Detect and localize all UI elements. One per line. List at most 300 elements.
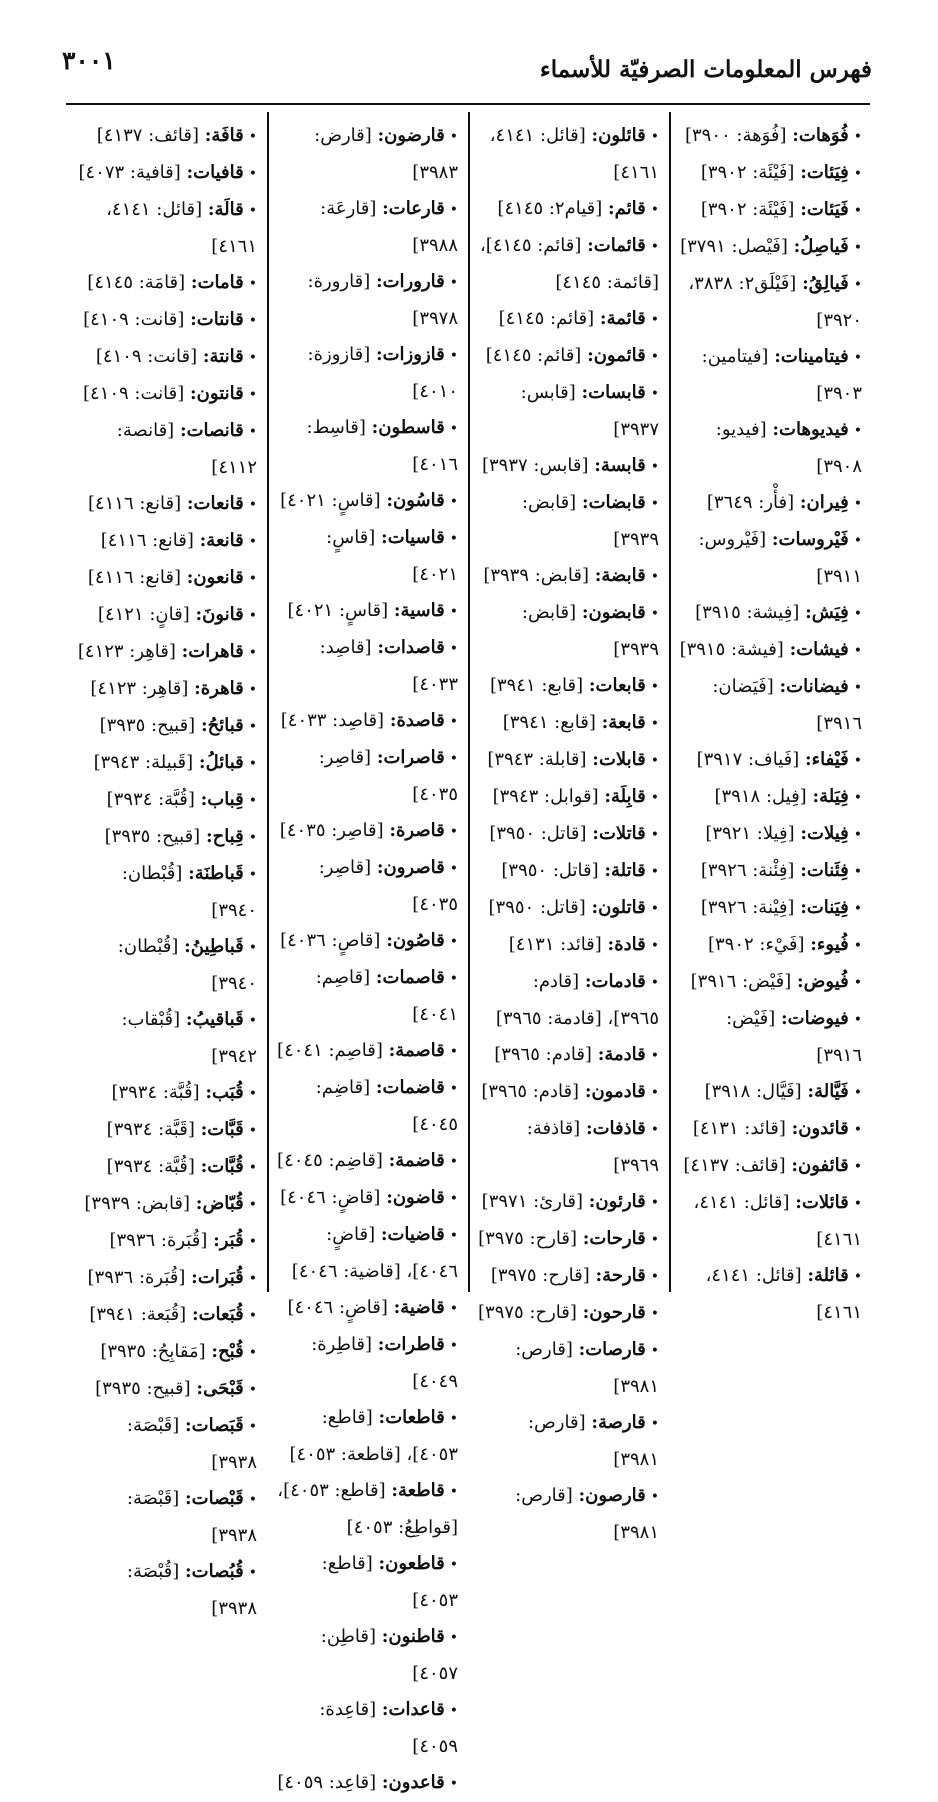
bullet-icon: •: [248, 276, 257, 292]
index-entry: [76, 1112, 257, 1149]
index-entry: [76, 819, 257, 856]
entry-headword: قُبّاض:: [195, 1193, 244, 1214]
entry-reference: [قاصِد: ٤٠٣٣]: [280, 710, 385, 731]
bullet-icon: •: [853, 277, 862, 293]
index-entry: [76, 929, 257, 1002]
bullet-icon: •: [650, 386, 659, 402]
entry-headword: فَيْفاء:: [805, 749, 849, 770]
entry-headword: قامات:: [190, 272, 244, 293]
entry-reference: [قارعَة: ٣٩٨٨]: [320, 198, 458, 256]
index-entry: [76, 192, 257, 265]
index-entry: [478, 595, 659, 668]
index-entry: [478, 927, 659, 964]
index-entry: [277, 1546, 458, 1619]
index-entry: [478, 1478, 659, 1551]
entry-reference: [قائد: ٤١٣١]: [692, 1118, 786, 1139]
entry-headword: فَيَئات:: [800, 199, 849, 220]
index-entry: [478, 816, 659, 853]
bullet-icon: •: [248, 129, 257, 145]
entry-headword: قاعدات:: [381, 1699, 445, 1720]
bullet-icon: •: [449, 934, 458, 950]
bullet-icon: •: [853, 1159, 862, 1175]
index-entry: [679, 669, 862, 742]
bullet-icon: •: [248, 1419, 257, 1435]
index-entry: [277, 1290, 458, 1327]
bullet-icon: •: [449, 1484, 458, 1500]
entry-headword: فيديوهات:: [772, 419, 849, 440]
entry-headword: قاذفات:: [585, 1118, 646, 1139]
entry-reference: [قابض: ٣٩٣٩]: [84, 1193, 191, 1214]
entry-headword: قَباقيبُ:: [185, 1009, 244, 1030]
bullet-icon: •: [853, 533, 862, 549]
index-entry: [478, 1221, 659, 1258]
bullet-icon: •: [449, 531, 458, 547]
index-entry: [277, 850, 458, 923]
entry-headword: فَيَّالة:: [807, 1081, 849, 1102]
entry-headword: قاضون:: [386, 1187, 445, 1208]
index-entry: [679, 1148, 862, 1185]
entry-reference: [قاطِن: ٤٠٥٧]: [320, 1626, 458, 1684]
entry-reference: [فَيْض: ٣٩١٦]: [690, 971, 792, 992]
index-entry: [679, 1111, 862, 1148]
bullet-icon: •: [650, 1122, 659, 1138]
entry-headword: قانعات:: [186, 493, 244, 514]
entry-reference: [قاطع: ٤٠٥٣]، [قواطِعُ: ٤٠٥٣]: [277, 1480, 458, 1538]
index-entry: [277, 1400, 458, 1473]
entry-headword: قائمون:: [587, 345, 646, 366]
entry-reference: [قارص: ٣٩٨١]: [515, 1339, 659, 1397]
entry-reference: [قاتل: ٣٩٥٠]: [501, 860, 599, 881]
entry-headword: فَيالِقُ:: [802, 273, 849, 294]
index-entry: [277, 1143, 458, 1180]
entry-headword: قاطنون:: [381, 1626, 445, 1647]
entry-reference: [فيتامين: ٣٩٠٣]: [701, 346, 862, 404]
bullet-icon: •: [248, 313, 257, 329]
index-entry: [76, 1481, 257, 1554]
bullet-icon: •: [853, 606, 862, 622]
index-entry: [679, 1185, 862, 1258]
entry-reference: [قاذفة: ٣٩٦٩]: [526, 1118, 659, 1176]
entry-headword: قاصمات:: [375, 967, 445, 988]
bullet-icon: •: [248, 645, 257, 661]
index-entry: [478, 558, 659, 595]
entry-headword: قَباطنَة:: [188, 863, 244, 884]
entry-reference: [فَيْروس: ٣٩١١]: [698, 529, 862, 587]
index-entry: [76, 1371, 257, 1408]
entry-reference: [قائل: ٤١٤١، ٤١٦١]: [106, 199, 257, 257]
index-entry: [277, 410, 458, 483]
entry-reference: [قاصِم: ٤٠٤١]: [315, 967, 458, 1025]
entry-reference: [قوابل: ٣٩٤٣]: [492, 786, 599, 807]
entry-headword: قارصات:: [578, 1339, 646, 1360]
entry-headword: قاضية:: [393, 1297, 445, 1318]
entry-reference: [قُبَرة: ٣٩٣٦]: [109, 1230, 208, 1251]
index-entry: [76, 1260, 257, 1297]
entry-reference: [قاضِم: ٤٠٤٥]: [277, 1150, 383, 1171]
entry-headword: فِيَش:: [805, 602, 849, 623]
bullet-icon: •: [248, 1013, 257, 1029]
bullet-icon: •: [853, 901, 862, 917]
entry-headword: فيشات:: [789, 639, 849, 660]
entry-reference: [قُبَرة: ٣٩٣٦]: [87, 1267, 186, 1288]
bullet-icon: •: [248, 1271, 257, 1287]
index-entry: [478, 779, 659, 816]
bullet-icon: •: [248, 1565, 257, 1581]
entry-reference: [قائل: ٤١٤١، ٤١٦١]: [489, 125, 659, 183]
index-entry: [478, 705, 659, 742]
index-entry: [76, 856, 257, 929]
bullet-icon: •: [449, 1154, 458, 1170]
entry-reference: [قاهِر: ٤١٢٣]: [90, 678, 189, 699]
entry-reference: [قَبْصَة: ٣٩٣٨]: [126, 1415, 257, 1473]
index-column: [68, 112, 269, 1619]
bullet-icon: •: [449, 751, 458, 767]
entry-headword: قارحة:: [595, 1265, 646, 1286]
bullet-icon: •: [248, 166, 257, 182]
index-entry: [679, 853, 862, 890]
entry-headword: قاطعة:: [391, 1480, 445, 1501]
entry-headword: قاضمة:: [388, 1150, 445, 1171]
entry-reference: [فَياف: ٣٩١٧]: [696, 749, 800, 770]
bullet-icon: •: [650, 606, 659, 622]
entry-reference: [قانع: ٤١١٦]: [100, 530, 194, 551]
index-entry: [679, 118, 862, 155]
entry-headword: قاهرات:: [181, 641, 244, 662]
entry-reference: [قابع: ٣٩٤١]: [502, 712, 596, 733]
index-entry: [277, 520, 458, 593]
bullet-icon: •: [248, 719, 257, 735]
bullet-icon: •: [650, 790, 659, 806]
entry-reference: [فيشة: ٣٩١٥]: [679, 639, 784, 660]
index-entry: [478, 228, 659, 301]
bullet-icon: •: [248, 1382, 257, 1398]
bullet-icon: •: [449, 604, 458, 620]
index-entry: [478, 1332, 659, 1405]
entry-headword: قاطرات:: [377, 1334, 445, 1355]
index-entry: [76, 597, 257, 634]
entry-reference: [فَيْض: ٣٩١٦]: [726, 1008, 862, 1066]
index-entry: [679, 1001, 862, 1074]
index-entry: [679, 192, 862, 229]
index-entry: [76, 1186, 257, 1223]
entry-headword: قاصدة:: [389, 710, 445, 731]
entry-reference: [فَيْصل: ٣٧٩١]: [680, 236, 788, 257]
bullet-icon: •: [248, 424, 257, 440]
entry-headword: قَبْحَى:: [196, 1378, 244, 1399]
entry-headword: قائفون:: [791, 1155, 849, 1176]
index-entry: [277, 264, 458, 337]
entry-headword: فِئَنات:: [800, 860, 849, 881]
entry-reference: [قاصِر: ٤٠٣٥]: [279, 820, 384, 841]
entry-headword: قانتات:: [190, 309, 244, 330]
bullet-icon: •: [853, 680, 862, 696]
bullet-icon: •: [853, 496, 862, 512]
index-entry: [277, 1765, 458, 1802]
entry-reference: [قازوزة: ٤٠١٠]: [307, 344, 458, 402]
bullet-icon: •: [650, 202, 659, 218]
entry-reference: [قاسٍ: ٤٠٢١]: [280, 490, 381, 511]
index-entry: [478, 964, 659, 1037]
entry-reference: [قاضٍ: ٤٠٤٦]: [280, 1187, 381, 1208]
bullet-icon: •: [248, 350, 257, 366]
bullet-icon: •: [853, 975, 862, 991]
entry-headword: قانتة:: [202, 346, 244, 367]
index-entry: [679, 632, 862, 669]
entry-reference: [قاصِر: ٤٠٣٥]: [318, 747, 458, 805]
entry-reference: [قارح: ٣٩٧٥]: [478, 1302, 577, 1323]
index-entry: [277, 1033, 458, 1070]
bullet-icon: •: [449, 641, 458, 657]
entry-reference: [فِيل: ٣٩١٨]: [714, 786, 807, 807]
entry-reference: [قُبَّة: ٣٩٣٤]: [106, 1156, 195, 1177]
entry-reference: [قاطع: ٤٠٥٣]: [321, 1553, 458, 1611]
bullet-icon: •: [650, 1048, 659, 1064]
entry-headword: قارصة:: [591, 1412, 646, 1433]
bullet-icon: •: [853, 1196, 862, 1212]
entry-reference: [قاسٍ: ٤٠٢١]: [287, 600, 389, 621]
entry-reference: [قارح: ٣٩٧٥]: [478, 1228, 578, 1249]
bullet-icon: •: [650, 1085, 659, 1101]
entry-headword: قابعة:: [601, 712, 646, 733]
bullet-icon: •: [650, 569, 659, 585]
entry-headword: قالَة:: [207, 199, 244, 220]
bullet-icon: •: [248, 387, 257, 403]
entry-reference: [قابلة: ٣٩٤٣]: [487, 749, 587, 770]
entry-reference: [قاضِم: ٤٠٤٥]: [315, 1077, 458, 1135]
entry-reference: [قاصٍ: ٤٠٣٦]: [280, 930, 381, 951]
index-entry: [76, 413, 257, 486]
bullet-icon: •: [449, 1338, 458, 1354]
entry-headword: قانونَ:: [195, 604, 244, 625]
bullet-icon: •: [650, 864, 659, 880]
entry-headword: قاصرون:: [376, 857, 445, 878]
entry-headword: قاهرة:: [194, 678, 244, 699]
index-entry: [679, 1074, 862, 1111]
index-entry: [478, 1111, 659, 1184]
entry-reference: [فَيَضان: ٣٩١٦]: [712, 676, 862, 734]
index-entry: [277, 740, 458, 813]
bullet-icon: •: [853, 166, 862, 182]
bullet-icon: •: [853, 350, 862, 366]
index-entry: [478, 1037, 659, 1074]
entry-reference: [قارض: ٣٩٨٣]: [314, 125, 458, 183]
entry-reference: [قابس: ٣٩٣٧]: [481, 455, 589, 476]
bullet-icon: •: [650, 716, 659, 732]
entry-headword: قاتلون:: [591, 897, 646, 918]
entry-headword: قازوزات:: [375, 344, 445, 365]
entry-headword: قائلات:: [795, 1192, 849, 1213]
bullet-icon: •: [650, 938, 659, 954]
entry-headword: قابضة:: [594, 565, 646, 586]
index-entry: [277, 1327, 458, 1400]
entry-headword: قابعات:: [588, 675, 646, 696]
entry-reference: [قَبيلة: ٣٩٤٣]: [93, 752, 194, 773]
index-entry: [76, 265, 257, 302]
header-divider: [66, 103, 870, 105]
entry-headword: قِباب:: [200, 789, 244, 810]
entry-reference: [قاتل: ٣٩٥٠]: [489, 823, 587, 844]
bullet-icon: •: [248, 497, 257, 513]
bullet-icon: •: [248, 682, 257, 698]
entry-headword: قانصات:: [179, 420, 244, 441]
index-entry: [478, 1258, 659, 1295]
entry-reference: [قُبْقاب: ٣٩٤٢]: [121, 1009, 257, 1067]
index-column: [269, 112, 470, 1793]
bullet-icon: •: [650, 349, 659, 365]
bullet-icon: •: [650, 1416, 659, 1432]
index-entry: [679, 229, 862, 266]
entry-reference: [قاعِدة: ٤٠٥٩]: [319, 1699, 458, 1757]
index-entry: [277, 923, 458, 960]
bullet-icon: •: [853, 827, 862, 843]
entry-reference: [فيديو: ٣٩٠٨]: [715, 419, 862, 477]
index-entry: [478, 448, 659, 485]
entry-headword: قارصون:: [578, 1485, 646, 1506]
index-entry: [76, 1223, 257, 1260]
bullet-icon: •: [650, 239, 659, 255]
entry-reference: [قبيح: ٣٩٣٥]: [99, 715, 196, 736]
entry-headword: فِيَلة:: [812, 786, 849, 807]
entry-reference: [قائل: ٤١٤١، ٤١٦١]: [693, 1192, 862, 1250]
index-entry: [76, 523, 257, 560]
index-entry: [679, 155, 862, 192]
entry-reference: [قُبَعة: ٣٩٤١]: [89, 1304, 187, 1325]
index-entry: [76, 1334, 257, 1371]
entry-headword: قارورات:: [375, 271, 445, 292]
entry-headword: قاصرات:: [376, 747, 445, 768]
entry-headword: قُبْح:: [211, 1341, 244, 1362]
bullet-icon: •: [650, 827, 659, 843]
bullet-icon: •: [248, 1492, 257, 1508]
bullet-icon: •: [449, 129, 458, 145]
bullet-icon: •: [650, 753, 659, 769]
bullet-icon: •: [650, 1195, 659, 1211]
index-entry: [76, 1554, 257, 1627]
entry-reference: [قَبْصَة: ٣٩٣٨]: [126, 1488, 257, 1546]
entry-headword: قاتلات:: [592, 823, 646, 844]
entry-headword: قاصرة:: [389, 820, 445, 841]
bullet-icon: •: [650, 496, 659, 512]
bullet-icon: •: [650, 312, 659, 328]
entry-headword: قاسُون:: [386, 490, 445, 511]
entry-reference: [قاسٍ: ٤٠٢١]: [326, 527, 458, 585]
entry-headword: فيضانات:: [779, 676, 849, 697]
index-entry: [478, 853, 659, 890]
entry-headword: قَبَّات:: [200, 1119, 244, 1140]
index-entry: [76, 1075, 257, 1112]
index-entry: [76, 671, 257, 708]
entry-headword: قاصُون:: [386, 930, 445, 951]
bullet-icon: •: [449, 714, 458, 730]
bullet-icon: •: [248, 756, 257, 772]
entry-headword: قاصمة:: [388, 1040, 445, 1061]
entry-reference: [قارورة: ٣٩٧٨]: [307, 271, 458, 329]
bullet-icon: •: [449, 1557, 458, 1573]
index-entry: [76, 634, 257, 671]
entry-reference: [قائل: ٤١٤١، ٤١٦١]: [705, 1265, 862, 1323]
entry-reference: [قائم: ٤١٤٥]: [485, 345, 582, 366]
entry-reference: [قارص: ٣٩٨١]: [527, 1412, 659, 1470]
bullet-icon: •: [650, 975, 659, 991]
entry-headword: فُيوء:: [810, 934, 849, 955]
entry-headword: قاتلة:: [604, 860, 646, 881]
bullet-icon: •: [248, 867, 257, 883]
entry-headword: فِيَنات:: [800, 897, 849, 918]
entry-headword: قُبَعات:: [191, 1304, 244, 1325]
index-entry: [478, 1295, 659, 1332]
entry-headword: قائمات:: [587, 235, 646, 256]
entry-reference: [قارئ: ٣٩٧١]: [481, 1191, 584, 1212]
index-entry: [478, 375, 659, 448]
entry-reference: [قاضٍ: ٤٠٤٦]، [قاضية: ٤٠٤٦]: [291, 1224, 458, 1282]
entry-headword: قبائلُ:: [198, 752, 244, 773]
bullet-icon: •: [449, 824, 458, 840]
entry-headword: فُيوض:: [796, 971, 849, 992]
entry-reference: [قابض: ٣٩٣٩]: [521, 492, 659, 550]
entry-reference: [قافية: ٤٠٧٣]: [78, 162, 181, 183]
entry-headword: قانعة:: [199, 530, 244, 551]
entry-headword: قارعات:: [382, 198, 445, 219]
index-entry: [76, 1297, 257, 1334]
index-entry: [277, 630, 458, 703]
index-entry: [277, 703, 458, 740]
entry-headword: قابسة:: [594, 455, 646, 476]
bullet-icon: •: [248, 1308, 257, 1324]
entry-reference: [فَيْلَق٢: ٣٨٣٨، ٣٩٢٠]: [688, 273, 862, 331]
index-entry: [478, 668, 659, 705]
entry-reference: [قانٍ: ٤١٢١]: [97, 604, 190, 625]
index-entry: [277, 960, 458, 1033]
bullet-icon: •: [650, 1489, 659, 1505]
entry-reference: [قائم: ٤١٤٥]، [قائمة: ٤١٤٥]: [480, 235, 659, 293]
bullet-icon: •: [449, 1081, 458, 1097]
entry-headword: فيتامينات:: [774, 346, 849, 367]
bullet-icon: •: [248, 1197, 257, 1213]
entry-headword: قادمة:: [597, 1044, 646, 1065]
index-entry: [76, 339, 257, 376]
entry-reference: [قاطِرة: ٤٠٤٩]: [311, 1334, 458, 1392]
entry-reference: [مَقابِحُ: ٣٩٣٥]: [100, 1341, 206, 1362]
index-entry: [679, 890, 862, 927]
entry-headword: قائلون:: [591, 125, 646, 146]
entry-headword: قاسيات:: [381, 527, 445, 548]
entry-reference: [قادم: ٣٩٦٥]: [481, 1081, 580, 1102]
entry-headword: قاصدات:: [377, 637, 445, 658]
bullet-icon: •: [449, 1411, 458, 1427]
entry-reference: [قُبْصَة: ٣٩٣٨]: [126, 1561, 257, 1619]
index-entry: [277, 1070, 458, 1143]
index-entry: [76, 782, 257, 819]
entry-reference: [قاصِم: ٤٠٤١]: [277, 1040, 383, 1061]
entry-headword: قانتون:: [190, 383, 244, 404]
entry-reference: [قانت: ٤١٠٩]: [83, 309, 185, 330]
entry-headword: قابلات:: [592, 749, 646, 770]
entry-headword: فَيْروسات:: [771, 529, 849, 550]
bullet-icon: •: [449, 494, 458, 510]
entry-reference: [قائف: ٤١٣٧]: [683, 1155, 786, 1176]
index-entry: [679, 266, 862, 339]
entry-reference: [قُبَّة: ٣٩٣٤]: [111, 1082, 200, 1103]
entry-reference: [قيام٢: ٤١٤٥]: [497, 198, 603, 219]
entry-headword: قارحات:: [582, 1228, 646, 1249]
bullet-icon: •: [248, 1234, 257, 1250]
entry-headword: قَبَصات:: [185, 1415, 244, 1436]
index-entry: [478, 1184, 659, 1221]
bullet-icon: •: [853, 864, 862, 880]
entry-headword: قائلة:: [807, 1265, 849, 1286]
bullet-icon: •: [853, 423, 862, 439]
entry-reference: [قانت: ٤١٠٩]: [95, 346, 198, 367]
